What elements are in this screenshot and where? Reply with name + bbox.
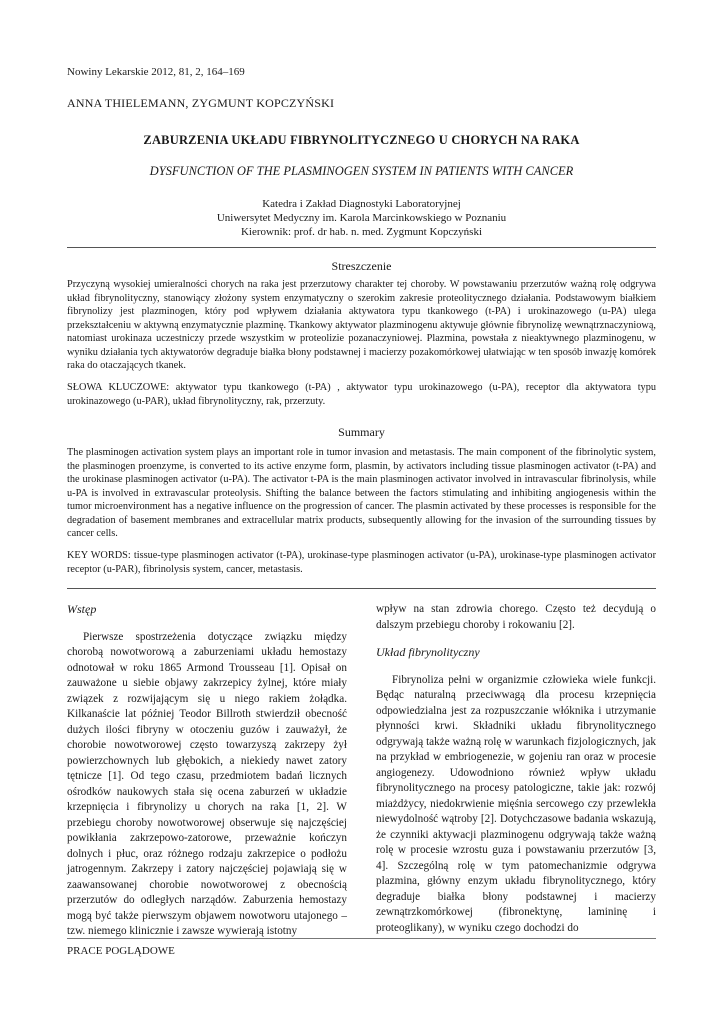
title-english: DYSFUNCTION OF THE PLASMINOGEN SYSTEM IN PATIENTS WITH CANCER xyxy=(149,164,574,178)
affiliation-line: Kierownik: prof. dr hab. n. med. Zygmunt Kopczyński xyxy=(240,226,483,238)
affiliation-line: Katedra i Zakład Diagnostyki Laboratoryjnej xyxy=(262,198,461,210)
affiliation-line: Uniwersytet Medyczny im. Karola Marcinkowskiego w Poznaniu xyxy=(216,212,507,224)
summary-heading: Summary xyxy=(338,425,385,439)
streszczenie-heading: Streszczenie xyxy=(331,259,392,273)
left-column xyxy=(67,602,347,940)
divider xyxy=(67,588,656,589)
section-heading-wstep: Wstęp xyxy=(67,602,97,616)
right-column xyxy=(376,602,656,936)
affiliation xyxy=(67,197,656,239)
divider xyxy=(67,247,656,248)
summary-text: The plasminogen activation system plays an important role in tumor invasion and metastasis. The main component of the fibrinolytic system, the plasminogen proenzyme, is converted to its active enzyme form, plasmin, by activators including tissue plasminogen activator (t-PA) and the urokinase plasminogen activator (u-PA). The activator t-PA is the main plasminogen activator involved in intravascular fibrinolysis, while u-PA is involved in extravascular proteolysis. Shifting the balance between the factors stimulating and inhibiting angiogenesis within the tumor microenvironment has a negative influence on the progression of cancer. The plasmin activated by these processes is responsible for the degradation of basement membranes and extracellular matrix products, subsequently allowing for the invasion of the surrounding tissues by cancer cells. xyxy=(67,447,656,539)
wstep-paragraph-continued: wpływ na stan zdrowia chorego. Często też decydują o dalszym przebiegu choroby i rokowaniu [2]. xyxy=(376,603,656,631)
footer-section-label: PRACE POGLĄDOWE xyxy=(67,945,175,957)
section-heading-uklad: Układ fibrynolityczny xyxy=(376,645,480,659)
keywords-polish: SŁOWA KLUCZOWE: aktywator typu tkankowego (t-PA) , aktywator typu urokinazowego (u-PA), receptor dla aktywatora typu urokinazowego (u-PAR), układ fibrynolityczny, rak, przerzuty. xyxy=(67,382,656,407)
keywords-english: KEY WORDS: tissue-type plasminogen activator (t-PA), urokinase-type plasminogen activator (u-PA), urokinase-type plasminogen activator receptor (u-PAR), fibrinolysis system, cancer, metastasis. xyxy=(67,550,656,575)
streszczenie-text: Przyczyną wysokiej umieralności chorych na raka jest przerzutowy charakter tej choroby. W powstawaniu przerzutów ważną rolę odgrywa układ fibrynolityczny, stanowiący złożony system enzymatyczny o szerokim zakresie proteolitycznego działania. Podstawowym białkiem fibrynolizy jest plazminogen, który pod wpływem działania aktywatora typu tkankowego (t-PA) i urokinazowego (u-PA) ulega przekształceniu w aktywną enzymatycznie plazminę. Tkankowy aktywator plazminogenu aktywuje głównie fibrynolizę wewnątrznaczyniową, natomiast urokinaza uczestniczy przede wszystkim w proteolizie pozanaczyniowej. Plazmina, powstała z nieaktywnego plazminogenu, w wyniku działania tych aktywatorów degraduje białka błony podstawnej i macierzy pozakomórkowej ułatwiając w ten sposób inwazję komórek raka do otaczających tkanek. xyxy=(67,279,656,371)
uklad-paragraph: Fibrynoliza pełni w organizmie człowieka wiele funkcji. Będąc naturalną przeciwwagą dla procesu krzepnięcia odpowiedzialna jest za rozpuszczanie włóknika i utrzymanie płynności krwi. Składniki układu fibrynolitycznego odgrywają także ważną rolę w warunkach fizjologicznych, jak na przykład w embriogenezie, w gojeniu ran oraz w procesie angiogenezy. Udowodniono również wpływ układu fibrynolitycznego na procesy patologiczne, takie jak: rozwój miażdżycy, niedokrwienie mięśnia sercowego czy przewlekła niewydolność wątroby [2]. Dotychczasowe badania wskazują, że czynniki aktywacji plazminogenu odgrywają także ważną rolę w procesie wzrostu guza i powstawaniu przerzutów [3, 4]. Szczególną rolę w tym patomechanizmie odgrywa plazmina, główny enzym układu fibrynolitycznego, który degraduje białka błony podstawnej i macierzy zewnątrzkomórkowej (fibronektynę, lamininę i proteoglikany), w wyniku czego dochodzi do xyxy=(376,673,656,934)
footer-divider xyxy=(67,938,656,939)
authors: ANNA THIELEMANN, ZYGMUNT KOPCZYŃSKI xyxy=(67,96,335,110)
wstep-paragraph: Pierwsze spostrzeżenia dotyczące związku między chorobą nowotworową a zaburzeniami układu hemostazy odnotował w roku 1865 Armond Trousseau [1]. Opisał on zauważone u siebie objawy zakrzepicy żylnej, które miały związek z rozwijającym się u niego rakiem żołądka. Kilkanaście lat później Teodor Billroth stwierdził obecność dużych ilości fibryny w otoczeniu guzów i zauważył, że chorobie nowotworowej często towarzyszą zakrzepy żył powierzchownych lub głębokich, a niekiedy nawet zatory tętnicze [1]. Od tego czasu, przedmiotem badań licznych ośrodków naukowych stała się ocena zaburzeń w układzie krzepnięcia i fibrynolizy u chorych na raka [1, 2]. W przebiegu choroby nowotworowej obserwuje się najczęściej powikłania zakrzepowo-zatorowe, przeważnie kończyn dolnych i płuc, oraz różnego rodzaju zakrzepice o podłożu jatrogennym. Zakrzepy i zatory najczęściej pojawiają się w zaawansowanej chorobie nowotworowej z obecnością przerzutów do odległych narządów. Zaburzenia hemostazy mogą być także pierwszym objawem nowotworu utajonego – tzw. niemego klinicznie i zawsze wywierają istotny xyxy=(67,630,347,937)
journal-citation: Nowiny Lekarskie 2012, 81, 2, 164–169 xyxy=(67,66,245,78)
title-polish: ZABURZENIA UKŁADU FIBRYNOLITYCZNEGO U CHORYCH NA RAKA xyxy=(143,133,580,147)
